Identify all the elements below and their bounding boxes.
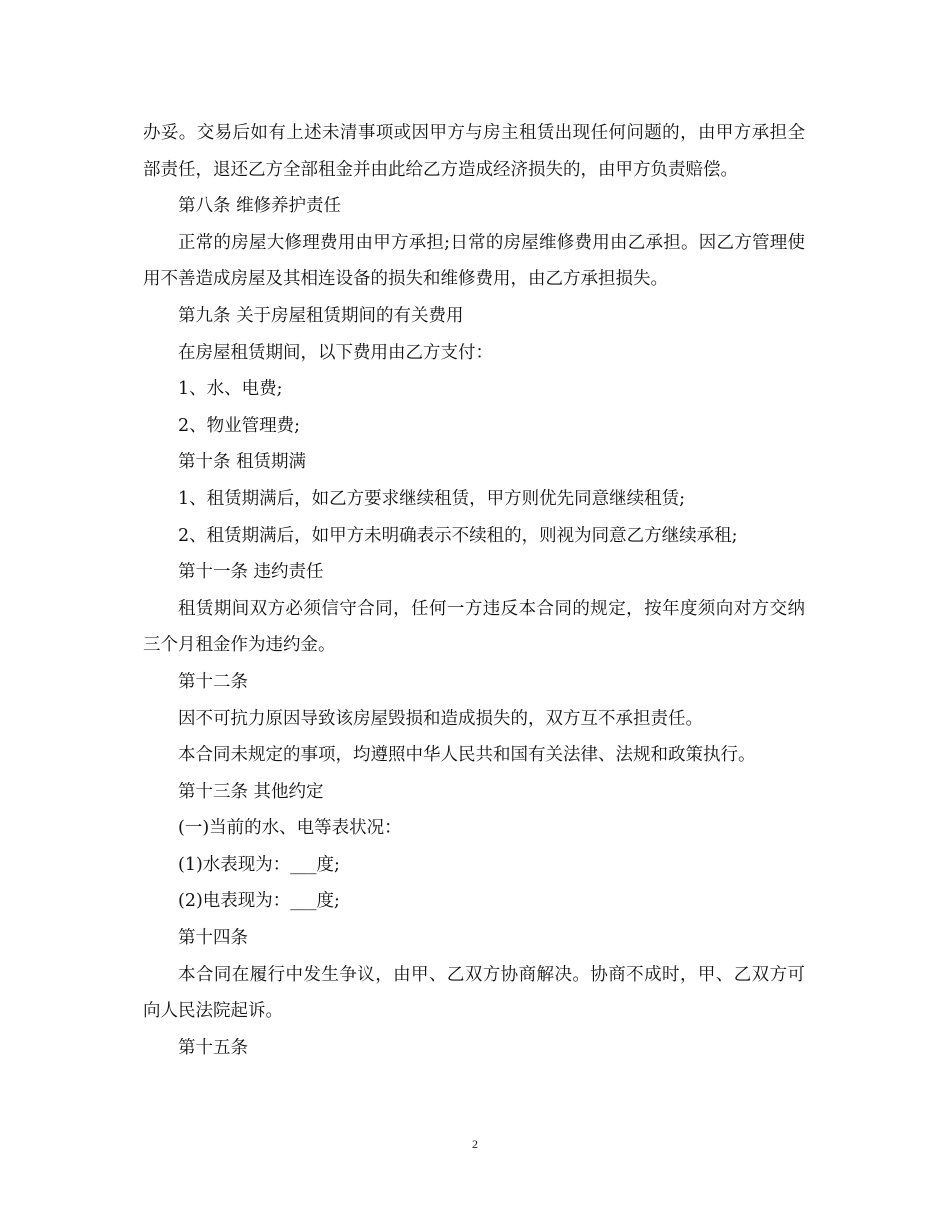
paragraph-continuation: 办妥。交易后如有上述未清事项或因甲方与房主租赁出现任何问题的，由甲方承担全部责任，退还乙方全部租金并由此给乙方造成经济损失的，由甲方负责赔偿。: [143, 123, 805, 180]
article-13-electric-meter: (2)电表现为：___度;: [178, 891, 340, 912]
page-number: 2: [472, 1137, 478, 1151]
article-12-heading: 第十二条: [178, 671, 248, 692]
article-14-body: 本合同在履行中发生争议，由甲、乙双方协商解决。协商不成时，甲、乙双方可向人民法院起诉。: [143, 964, 805, 1022]
article-10-item-2: 2、租赁期满后，如甲方未明确表示不续租的，则视为同意乙方继续承租;: [178, 525, 738, 546]
article-10-item-1: 1、租赁期满后，如乙方要求继续租赁，甲方则优先同意继续租赁;: [178, 488, 686, 509]
article-8-heading: 第八条 维修养护责任: [178, 196, 342, 217]
article-9-item-1: 1、水、电费;: [178, 379, 283, 400]
article-13-heading: 第十三条 其他约定: [178, 781, 324, 802]
article-8-body: 正常的房屋大修理费用由甲方承担;日常的房屋维修费用由乙承担。因乙方管理使用不善造成房屋及其相连设备的损失和维修费用，由乙方承担损失。: [143, 232, 805, 290]
article-9-item-2: 2、物业管理费;: [178, 415, 301, 436]
article-14-heading: 第十四条: [178, 928, 248, 949]
article-12-supplement: 本合同未规定的事项，均遵照中华人民共和国有关法律、法规和政策执行。: [178, 745, 756, 766]
document-body: [143, 115, 805, 1066]
article-9-heading: 第九条 关于房屋租赁期间的有关费用: [178, 305, 464, 326]
article-15-heading: 第十五条: [178, 1037, 248, 1058]
article-11-heading: 第十一条 违约责任: [178, 562, 324, 583]
article-10-heading: 第十条 租赁期满: [178, 452, 307, 473]
article-13-intro: (一)当前的水、电等表状况：: [178, 818, 402, 839]
article-11-body: 租赁期间双方必须信守合同，任何一方违反本合同的规定，按年度须向对方交纳三个月租金作为违约金。: [143, 598, 805, 656]
article-9-intro: 在房屋租赁期间，以下费用由乙方支付：: [178, 342, 493, 363]
article-13-water-meter: (1)水表现为：___度;: [178, 854, 340, 875]
article-12-body: 因不可抗力原因导致该房屋毁损和造成损失的，双方互不承担责任。: [178, 708, 703, 729]
